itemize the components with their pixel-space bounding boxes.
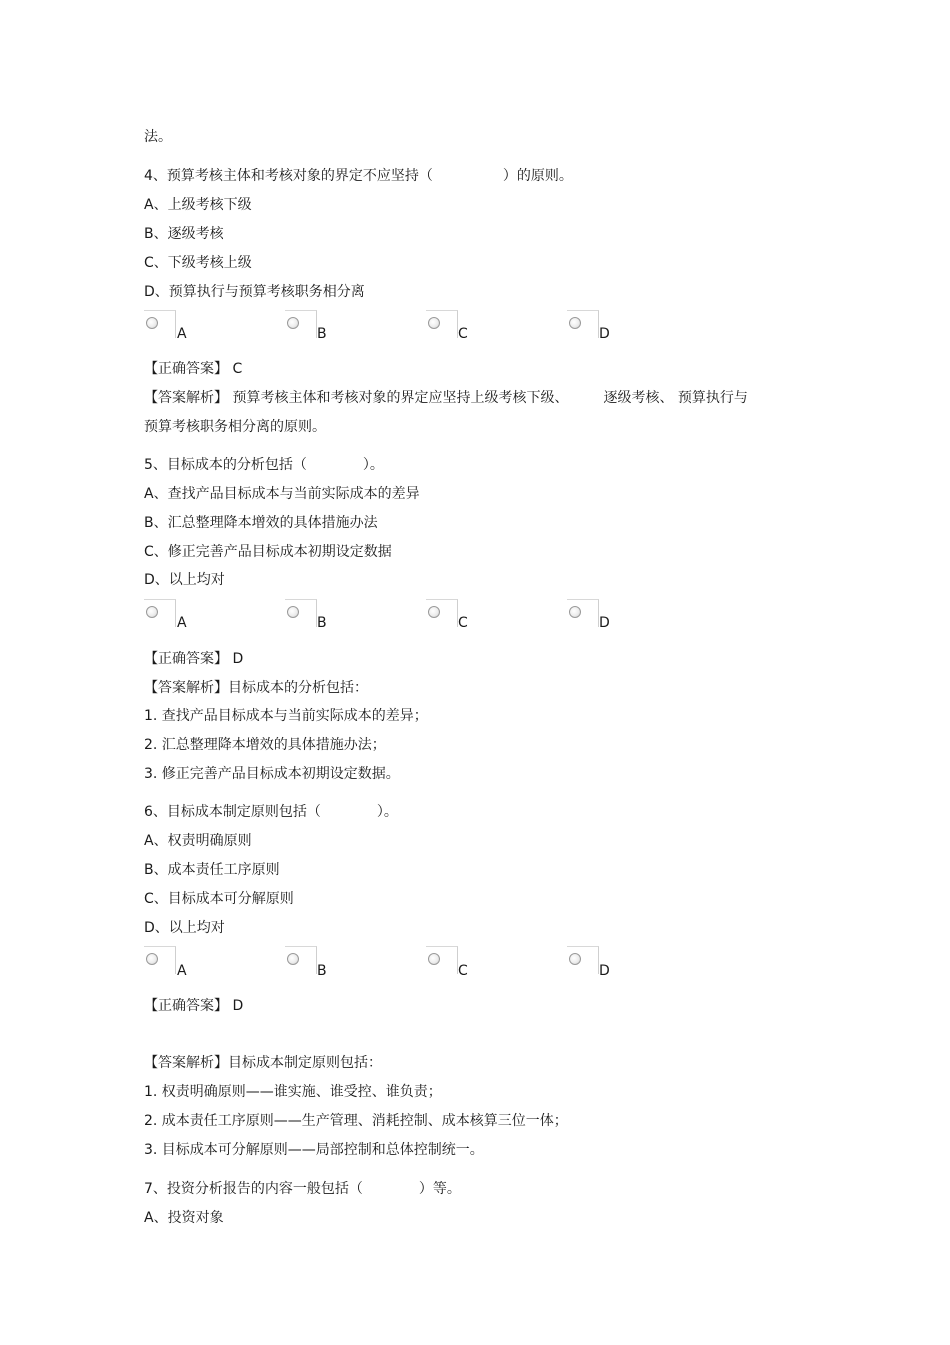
q5-option-c-text: C、修正完善产品目标成本初期设定数据 (144, 544, 392, 560)
q4-radio-label-d: D (599, 326, 610, 342)
q7-option-a-text: A、投资对象 (144, 1210, 224, 1226)
line-fa: 法。 (144, 129, 172, 145)
q5-radio-label-d: D (599, 615, 610, 631)
q4-option-b-text: B、逐级考核 (144, 226, 224, 242)
q4-explanation-line-1: 【答案解析】 预算考核主体和考核对象的界定应坚持上级考核下级、 逐级考核、 预算执行与 (144, 390, 748, 406)
q6-explanation-line-3: 3. 目标成本可分解原则——局部控制和总体控制统一。 (144, 1142, 484, 1158)
q4-correct-answer: 【正确答案】 C (144, 361, 243, 377)
q6-option-a-text: A、权责明确原则 (144, 833, 252, 849)
q4-radio-d[interactable] (569, 317, 581, 329)
question-7-text: 7、投资分析报告的内容一般包括（ ）等。 (144, 1181, 461, 1197)
q6-correct-answer: 【正确答案】 D (144, 998, 244, 1014)
q5-explanation-line-3: 3. 修正完善产品目标成本初期设定数据。 (144, 766, 400, 782)
question-6-text: 6、目标成本制定原则包括（ ）。 (144, 804, 398, 820)
q6-option-d-text: D、以上均对 (144, 920, 225, 936)
question-4-text: 4、预算考核主体和考核对象的界定不应坚持（ ）的原则。 (144, 168, 573, 184)
q6-explanation-line-1: 1. 权责明确原则——谁实施、谁受控、谁负责； (144, 1084, 442, 1100)
q4-radio-label-b: B (317, 326, 327, 342)
q5-explanation-line-1: 1. 查找产品目标成本与当前实际成本的差异； (144, 708, 428, 724)
q4-radio-label-a: A (177, 326, 187, 342)
q4-option-a-text: A、上级考核下级 (144, 197, 252, 213)
q6-radio-label-b: B (317, 963, 327, 979)
q6-option-c-text: C、目标成本可分解原则 (144, 891, 294, 907)
q4-radio-a[interactable] (146, 317, 158, 329)
q5-correct-answer: 【正确答案】 D (144, 651, 244, 667)
q4-radio-c[interactable] (428, 317, 440, 329)
q5-radio-c[interactable] (428, 606, 440, 618)
q6-radio-label-c: C (458, 963, 468, 979)
q5-radio-label-c: C (458, 615, 468, 631)
q5-option-a-text: A、查找产品目标成本与当前实际成本的差异 (144, 486, 420, 502)
q6-radio-d[interactable] (569, 953, 581, 965)
q6-radio-label-d: D (599, 963, 610, 979)
q5-radio-label-a: A (177, 615, 187, 631)
q6-radio-c[interactable] (428, 953, 440, 965)
q6-radio-a[interactable] (146, 953, 158, 965)
q5-radio-b[interactable] (287, 606, 299, 618)
q6-radio-b[interactable] (287, 953, 299, 965)
q5-explanation-line-2: 2. 汇总整理降本增效的具体措施办法； (144, 737, 386, 753)
q5-option-d-text: D、以上均对 (144, 572, 225, 588)
q6-option-b-text: B、成本责任工序原则 (144, 862, 280, 878)
q6-explanation-heading: 【答案解析】目标成本制定原则包括： (144, 1055, 382, 1071)
q5-radio-d[interactable] (569, 606, 581, 618)
q4-option-d-text: D、预算执行与预算考核职务相分离 (144, 284, 365, 300)
q6-explanation-line-2: 2. 成本责任工序原则——生产管理、消耗控制、成本核算三位一体； (144, 1113, 568, 1129)
q4-option-c-text: C、下级考核上级 (144, 255, 252, 271)
q5-radio-a[interactable] (146, 606, 158, 618)
question-5-text: 5、目标成本的分析包括（ ）。 (144, 457, 384, 473)
q5-radio-label-b: B (317, 615, 327, 631)
q4-radio-b[interactable] (287, 317, 299, 329)
q5-explanation-heading: 【答案解析】目标成本的分析包括： (144, 680, 368, 696)
q5-option-b-text: B、汇总整理降本增效的具体措施办法 (144, 515, 378, 531)
q4-radio-label-c: C (458, 326, 468, 342)
q4-explanation-line-2: 预算考核职务相分离的原则。 (144, 419, 326, 435)
q6-radio-label-a: A (177, 963, 187, 979)
